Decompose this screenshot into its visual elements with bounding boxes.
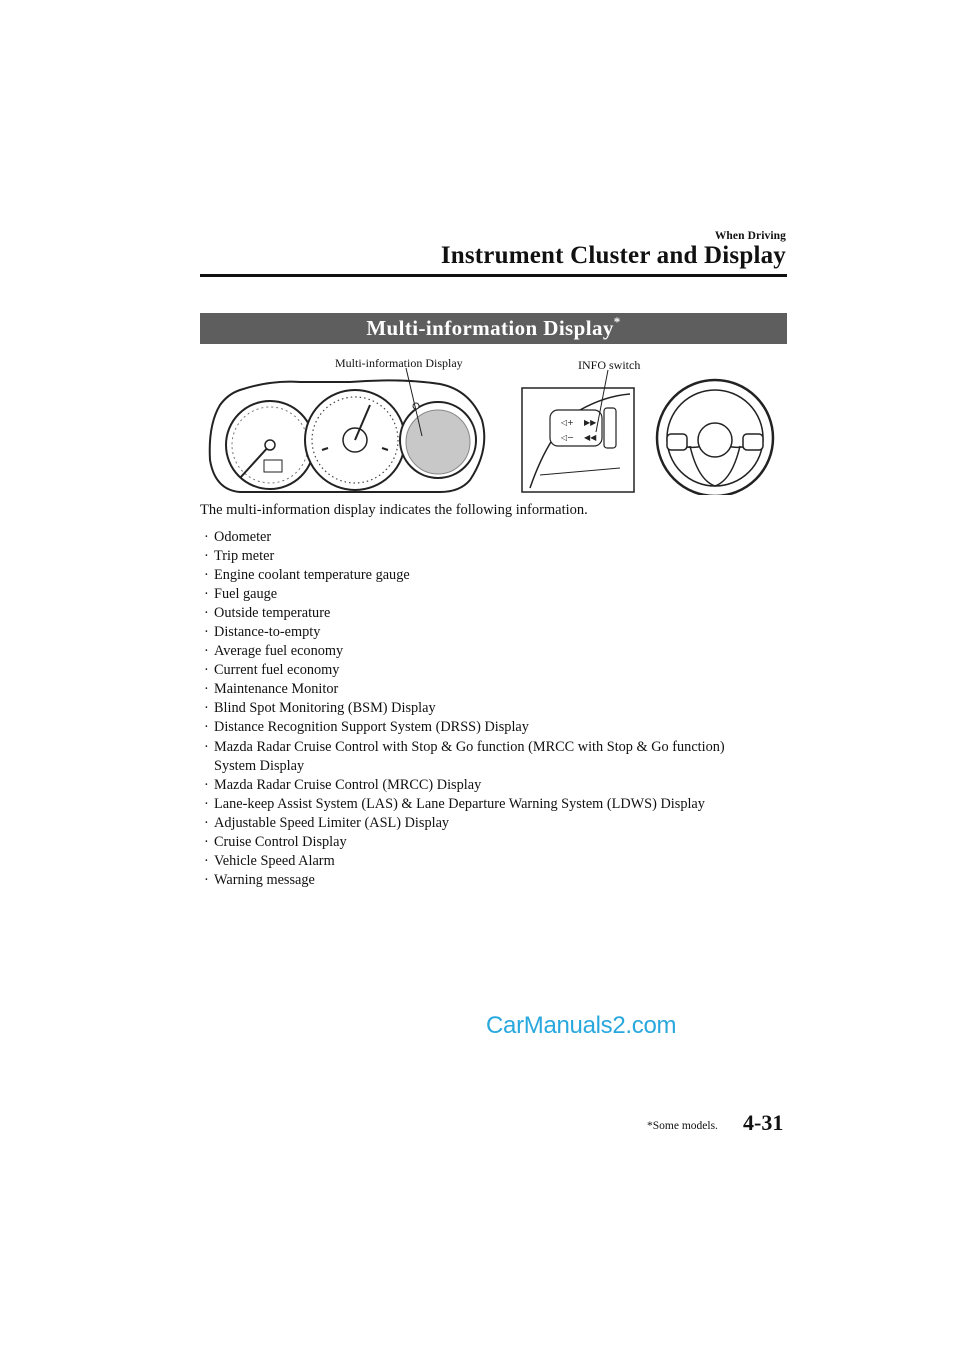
svg-text:▶▶: ▶▶ [584, 418, 597, 427]
some-models-marker: * [613, 314, 621, 329]
bullet-dot: · [204, 852, 209, 869]
list-item [204, 566, 725, 585]
list-item-text: Distance-to-empty [214, 624, 321, 641]
page-number: 4-31 [743, 1110, 784, 1135]
list-item [204, 699, 725, 718]
list-item-text: Engine coolant temperature gauge [214, 567, 410, 584]
section-banner [200, 313, 787, 344]
bullet-dot: · [204, 548, 209, 565]
svg-text:◀◀: ◀◀ [584, 433, 597, 442]
list-item [204, 623, 725, 642]
list-item [204, 718, 725, 737]
list-item [204, 661, 725, 680]
list-item [204, 795, 725, 814]
list-item [204, 738, 725, 776]
banner-title: Multi-information Display [366, 316, 614, 340]
bullet-dot: · [204, 738, 209, 755]
list-item-text: Lane-keep Assist System (LAS) & Lane Departure Warning System (LDWS) Display [214, 795, 705, 812]
list-item [204, 852, 725, 871]
list-item-text: Blind Spot Monitoring (BSM) Display [214, 700, 436, 717]
list-item-text: Maintenance Monitor [214, 681, 339, 698]
list-item-text: Mazda Radar Cruise Control (MRCC) Display [214, 776, 482, 793]
list-item [204, 604, 725, 623]
bullet-dot: · [204, 643, 209, 660]
list-item-text: Mazda Radar Cruise Control with Stop & Go function (MRCC with Stop & Go function) System Display [214, 738, 725, 774]
cluster-figure [200, 350, 787, 495]
bullet-dot: · [204, 795, 209, 812]
list-item-text: Vehicle Speed Alarm [214, 852, 335, 869]
bullet-dot: · [204, 662, 209, 679]
list-item-text: Trip meter [214, 548, 275, 565]
bullet-dot: · [204, 700, 209, 717]
bullet-dot: · [204, 719, 209, 736]
bullet-dot: · [204, 776, 209, 793]
list-item [204, 547, 725, 566]
bullet-dot: · [204, 586, 209, 603]
bullet-dot: · [204, 624, 209, 641]
section-label: When Driving [714, 230, 786, 242]
list-item [204, 680, 725, 699]
information-list [204, 528, 725, 890]
instrument-cluster-illustration [200, 350, 490, 495]
list-item-text: Cruise Control Display [214, 833, 347, 850]
title-rule [200, 274, 787, 277]
list-item-text: Current fuel economy [214, 662, 340, 679]
list-item [204, 814, 725, 833]
steering-wheel-illustration [520, 350, 790, 495]
list-item [204, 642, 725, 661]
list-item-text: Distance Recognition Support System (DRSS) Display [214, 719, 529, 736]
bullet-dot: · [204, 567, 209, 584]
list-item-text: Adjustable Speed Limiter (ASL) Display [214, 814, 450, 831]
bullet-dot: · [204, 871, 209, 888]
footnote: *Some models. [647, 1120, 718, 1132]
bullet-dot: · [204, 681, 209, 698]
intro-paragraph: The multi-information display indicates the following information. [200, 502, 588, 518]
display-callout-label: Multi-information Display [335, 356, 463, 370]
list-item-text: Warning message [214, 871, 315, 888]
list-item-text: Odometer [214, 529, 272, 545]
list-item-text: Fuel gauge [214, 586, 278, 603]
bullet-dot: · [204, 529, 209, 545]
svg-text:◁−: ◁− [561, 433, 574, 442]
info-switch-callout-label: INFO switch [578, 358, 641, 372]
bullet-dot: · [204, 833, 209, 850]
svg-text:◁+: ◁+ [561, 418, 574, 427]
list-item [204, 776, 725, 795]
list-item [204, 833, 725, 852]
watermark: CarManuals2.com [486, 1012, 677, 1039]
bullet-dot: · [204, 605, 209, 622]
list-item [204, 871, 725, 890]
bullet-dot: · [204, 814, 209, 831]
chapter-title: Instrument Cluster and Display [440, 242, 786, 269]
list-item-text: Outside temperature [214, 605, 331, 622]
list-item [204, 585, 725, 604]
list-item-text: Average fuel economy [214, 643, 344, 660]
list-item [204, 528, 725, 547]
